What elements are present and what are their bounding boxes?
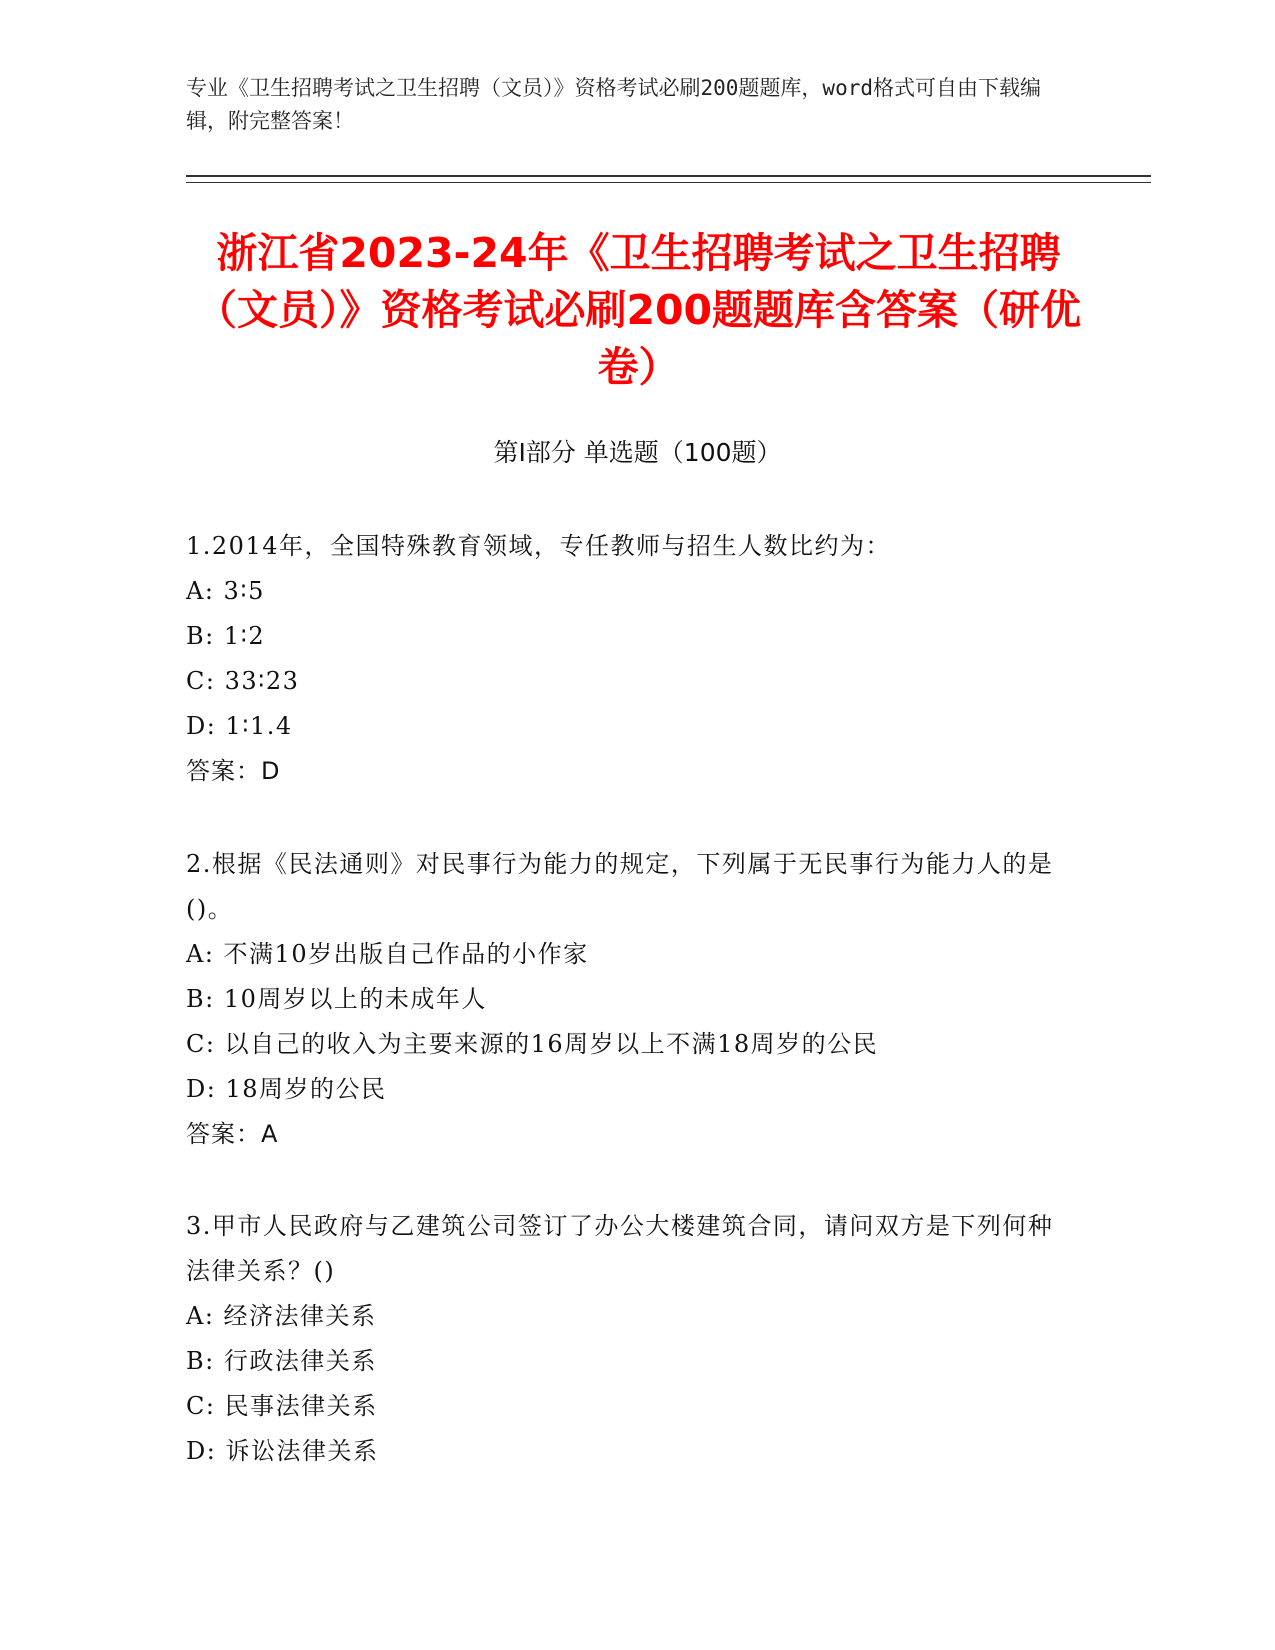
option-a: A: 不满10岁出版自己作品的小作家 [186,940,589,968]
option-d: D: 诉讼法律关系 [186,1437,379,1465]
option-b: B: 10周岁以上的未成年人 [186,985,487,1013]
option-b: B: 行政法律关系 [186,1347,377,1375]
question-3 [186,1204,1066,1474]
option-a: A: 3∶5 [186,577,265,605]
header-divider-thick [186,175,1151,177]
question-2 [186,842,1066,1157]
answer: 答案：A [186,1120,279,1148]
option-b: B: 1∶2 [186,622,266,650]
header-divider-thin [186,182,1151,183]
option-c: C: 33∶23 [186,667,300,695]
option-c: C: 以自己的收入为主要来源的16周岁以上不满18周岁的公民 [186,1030,879,1058]
document-title: 浙江省2023-24年《卫生招聘考试之卫生招聘（文员）》资格考试必刷200题题库含答案（研优卷） [195,229,1082,391]
answer: 答案：D [186,757,281,785]
question-stem: 1.2014年，全国特殊教育领域，专任教师与招生人数比约为： [186,532,891,560]
question-1 [186,524,1066,794]
header-note: 专业《卫生招聘考试之卫生招聘（文员）》资格考试必刷200题题库，word格式可自由下载编辑，附完整答案！ [186,76,1041,133]
option-c: C: 民事法律关系 [186,1392,378,1420]
section-title: 第Ⅰ部分 单选题（100题） [493,438,782,467]
question-stem: 3.甲市人民政府与乙建筑公司签订了办公大楼建筑合同，请问双方是下列何种法律关系？() [186,1212,1054,1285]
option-d: D: 1∶1.4 [186,712,293,740]
option-a: A: 经济法律关系 [186,1302,377,1330]
option-d: D: 18周岁的公民 [186,1075,387,1103]
question-stem: 2.根据《民法通则》对民事行为能力的规定，下列属于无民事行为能力人的是()。 [186,850,1054,923]
